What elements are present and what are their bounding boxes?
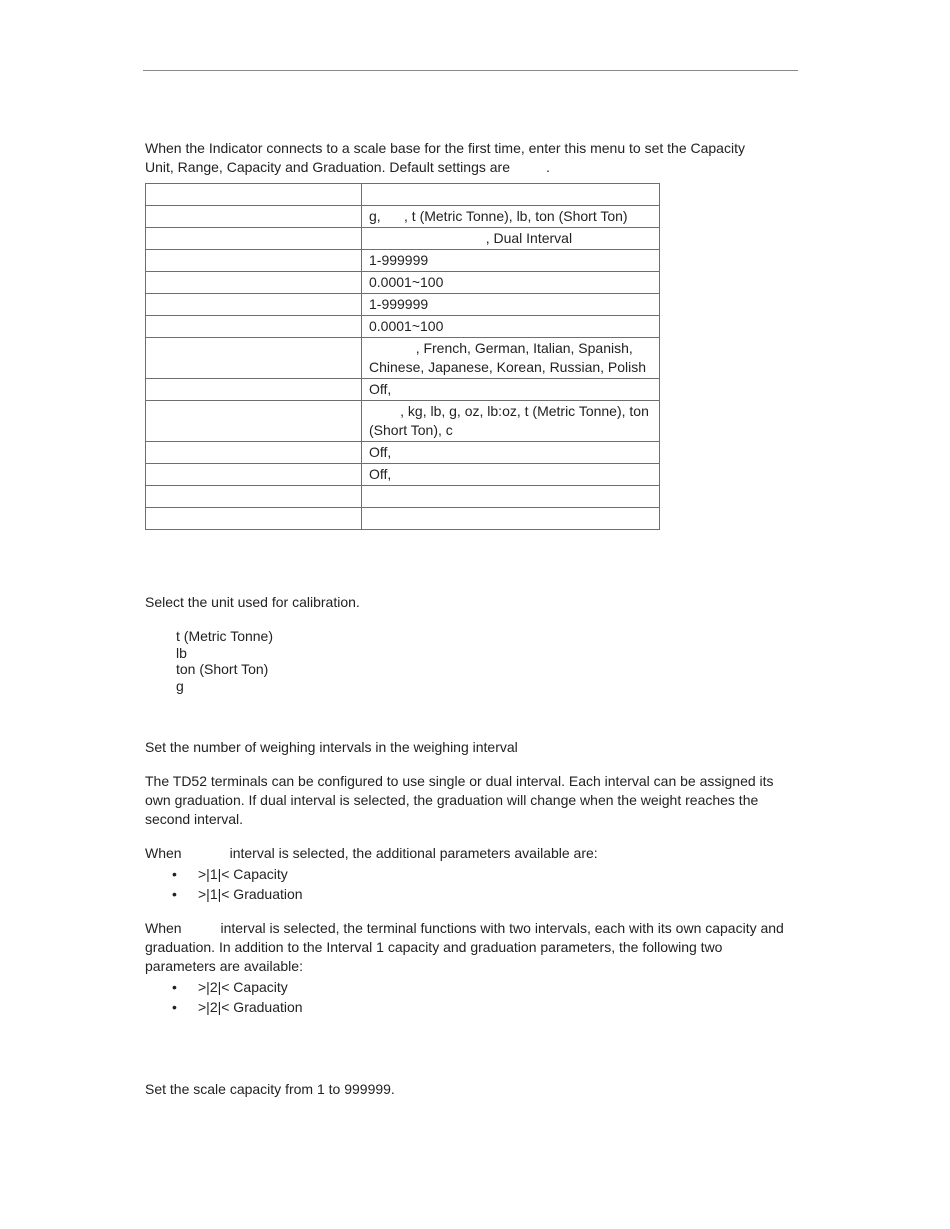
intro-paragraph (145, 139, 790, 177)
table-cell-item (146, 184, 362, 206)
unit-item: lb (176, 644, 187, 661)
table-cell-options: 1-999999 (362, 294, 660, 316)
bullet-icon: • (172, 979, 177, 995)
intro-line-1: When the Indicator connects to a scale base for the first time, enter this menu to set the Capacity (145, 140, 745, 156)
single-interval-text: When interval is selected, the additional parameters available are: (145, 845, 598, 861)
table-row (146, 206, 660, 228)
table-cell-options: Off, (362, 379, 660, 401)
unit-item: t (Metric Tonne) (176, 628, 273, 644)
table-cell-options: Off, (362, 464, 660, 486)
table-cell-item (146, 508, 362, 530)
table-row (146, 442, 660, 464)
table-row (146, 464, 660, 486)
table-cell-item (146, 250, 362, 272)
table-cell-item (146, 294, 362, 316)
capacity-intro: Set the scale capacity from 1 to 999999. (145, 1081, 395, 1097)
table-cell-item (146, 379, 362, 401)
dual-interval-list (145, 977, 303, 1017)
table-cell-options (362, 486, 660, 508)
unit-intro: Select the unit used for calibration. (145, 594, 360, 610)
table-cell-item (146, 486, 362, 508)
table-row (146, 184, 660, 206)
table-row (146, 379, 660, 401)
list-item: • >|2|< Graduation (172, 999, 303, 1015)
table-cell-item (146, 464, 362, 486)
bullet-icon: • (172, 866, 177, 882)
intro-line-2: Unit, Range, Capacity and Graduation. Default settings are . (145, 159, 550, 175)
table-cell-item (146, 272, 362, 294)
table-cell-options (362, 508, 660, 530)
table-cell-item (146, 442, 362, 464)
table-row (146, 486, 660, 508)
range-description: The TD52 terminals can be configured to use single or dual interval. Each interval can be assigned its own graduation. If dual interval is selected, the graduation will change when the weight reaches the second interval. (145, 773, 774, 827)
table-cell-options (362, 184, 660, 206)
table-cell-options: g, , t (Metric Tonne), lb, ton (Short Ton) (362, 206, 660, 228)
list-item: • >|1|< Graduation (172, 886, 303, 902)
unit-item: g (176, 677, 184, 694)
table-cell-options: Off, (362, 442, 660, 464)
table-cell-options: , Dual Interval (362, 228, 660, 250)
table-cell-item (146, 338, 362, 379)
list-item: • >|1|< Capacity (172, 866, 288, 882)
table-row (146, 316, 660, 338)
table-row (146, 294, 660, 316)
table-cell-options: , kg, lb, g, oz, lb:oz, t (Metric Tonne), ton (Short Ton), c (362, 401, 660, 442)
table-cell-item (146, 401, 362, 442)
table-row (146, 338, 660, 379)
dual-interval-text: When interval is selected, the terminal functions with two intervals, each with its own capacity and graduation. In addition to the Interval 1 capacity and graduation parameters, the following two parameters are available: (145, 920, 788, 974)
unit-item: ton (Short Ton) (176, 661, 269, 677)
table-cell-options: 1-999999 (362, 250, 660, 272)
table-row (146, 228, 660, 250)
table-cell-options: , French, German, Italian, Spanish, Chinese, Japanese, Korean, Russian, Polish (362, 338, 660, 379)
settings-table (145, 183, 660, 530)
single-interval-list (145, 864, 303, 904)
table-cell-item (146, 316, 362, 338)
bullet-icon: • (172, 886, 177, 902)
list-item: • >|2|< Capacity (172, 979, 288, 995)
table-row (146, 272, 660, 294)
table-row (146, 250, 660, 272)
table-cell-item (146, 228, 362, 250)
range-intro: Set the number of weighing intervals in the weighing interval (145, 739, 518, 755)
table-cell-item (146, 206, 362, 228)
bullet-icon: • (172, 999, 177, 1015)
table-row (146, 401, 660, 442)
unit-list (176, 628, 273, 694)
header-rule (143, 70, 798, 71)
table-row (146, 508, 660, 530)
table-cell-options: 0.0001~100 (362, 272, 660, 294)
table-cell-options: 0.0001~100 (362, 316, 660, 338)
